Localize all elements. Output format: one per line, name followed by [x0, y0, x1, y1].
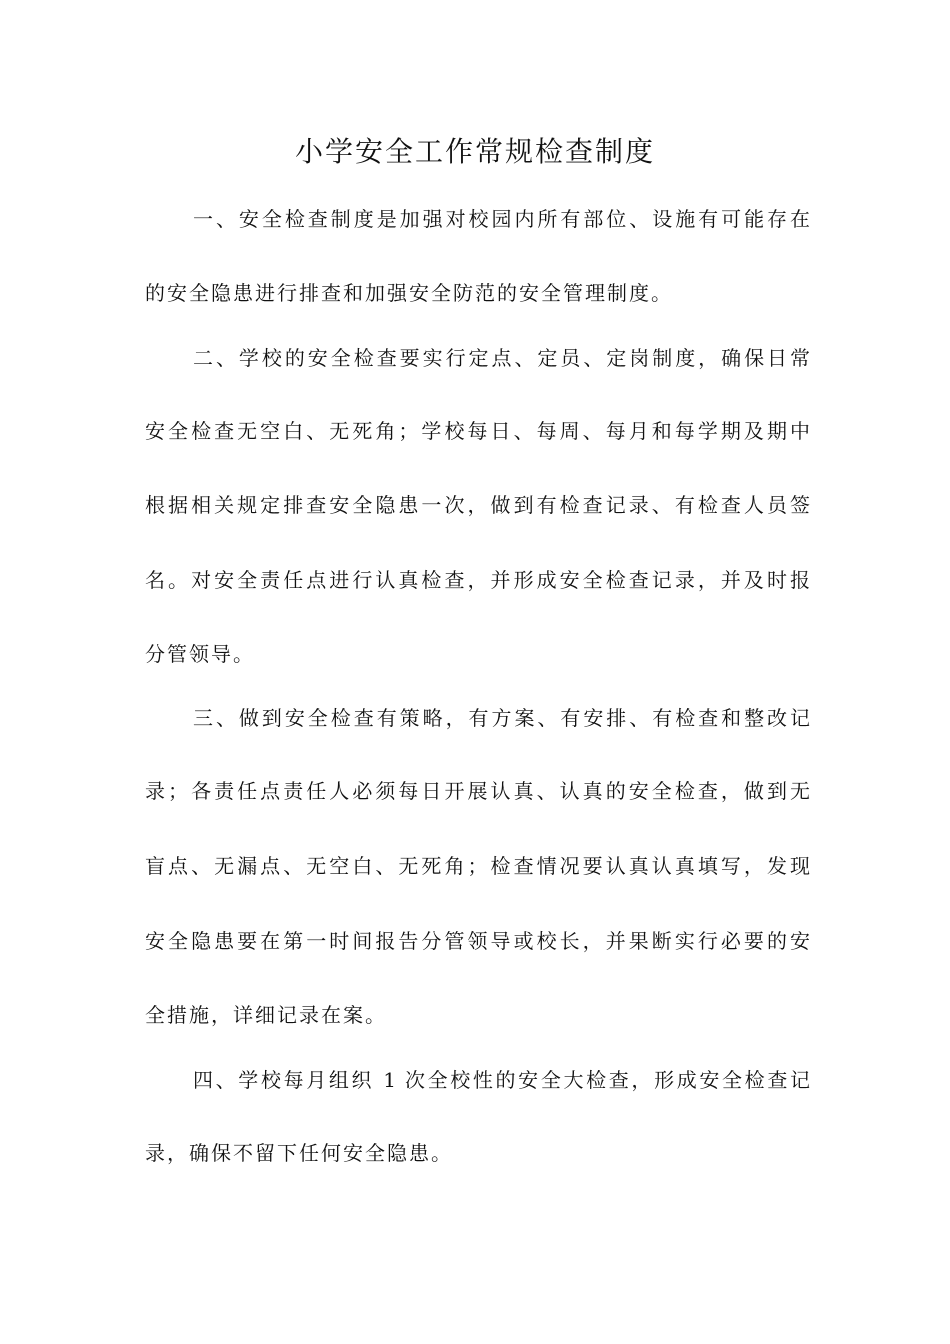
paragraph-2-line-4: 名。对安全责任点进行认真检查，并形成安全检查记录，并及时报 — [145, 568, 810, 592]
paragraph-3-line-2: 录；各责任点责任人必须每日开展认真、认真的安全检查，做到无 — [145, 779, 810, 803]
paragraph-3-line-5: 全措施，详细记录在案。 — [145, 1003, 387, 1027]
paragraph-4-line-2: 录，确保不留下任何安全隐患。 — [145, 1141, 453, 1165]
paragraph-2-line-5: 分管领导。 — [145, 642, 255, 666]
paragraph-4-line-1: 四、学校每月组织 1 次全校性的安全大检查，形成安全检查记 — [193, 1068, 810, 1092]
paragraph-3-line-3: 盲点、无漏点、无空白、无死角；检查情况要认真认真填写，发现 — [145, 854, 810, 878]
paragraph-1-line-1: 一、安全检查制度是加强对校园内所有部位、设施有可能存在 — [193, 207, 810, 231]
paragraph-1-line-2: 的安全隐患进行排查和加强安全防范的安全管理制度。 — [145, 281, 673, 305]
paragraph-3-line-4: 安全隐患要在第一时间报告分管领导或校长，并果断实行必要的安 — [145, 929, 810, 953]
paragraph-2-line-1: 二、学校的安全检查要实行定点、定员、定岗制度，确保日常 — [193, 346, 810, 370]
paragraph-2-line-3: 根据相关规定排查安全隐患一次，做到有检查记录、有检查人员签 — [145, 493, 810, 517]
document-title: 小学安全工作常规检查制度 — [294, 135, 655, 168]
paragraph-2-line-2: 安全检查无空白、无死角；学校每日、每周、每月和每学期及期中 — [145, 419, 810, 443]
paragraph-3-line-1: 三、做到安全检查有策略，有方案、有安排、有检查和整改记 — [193, 706, 810, 730]
